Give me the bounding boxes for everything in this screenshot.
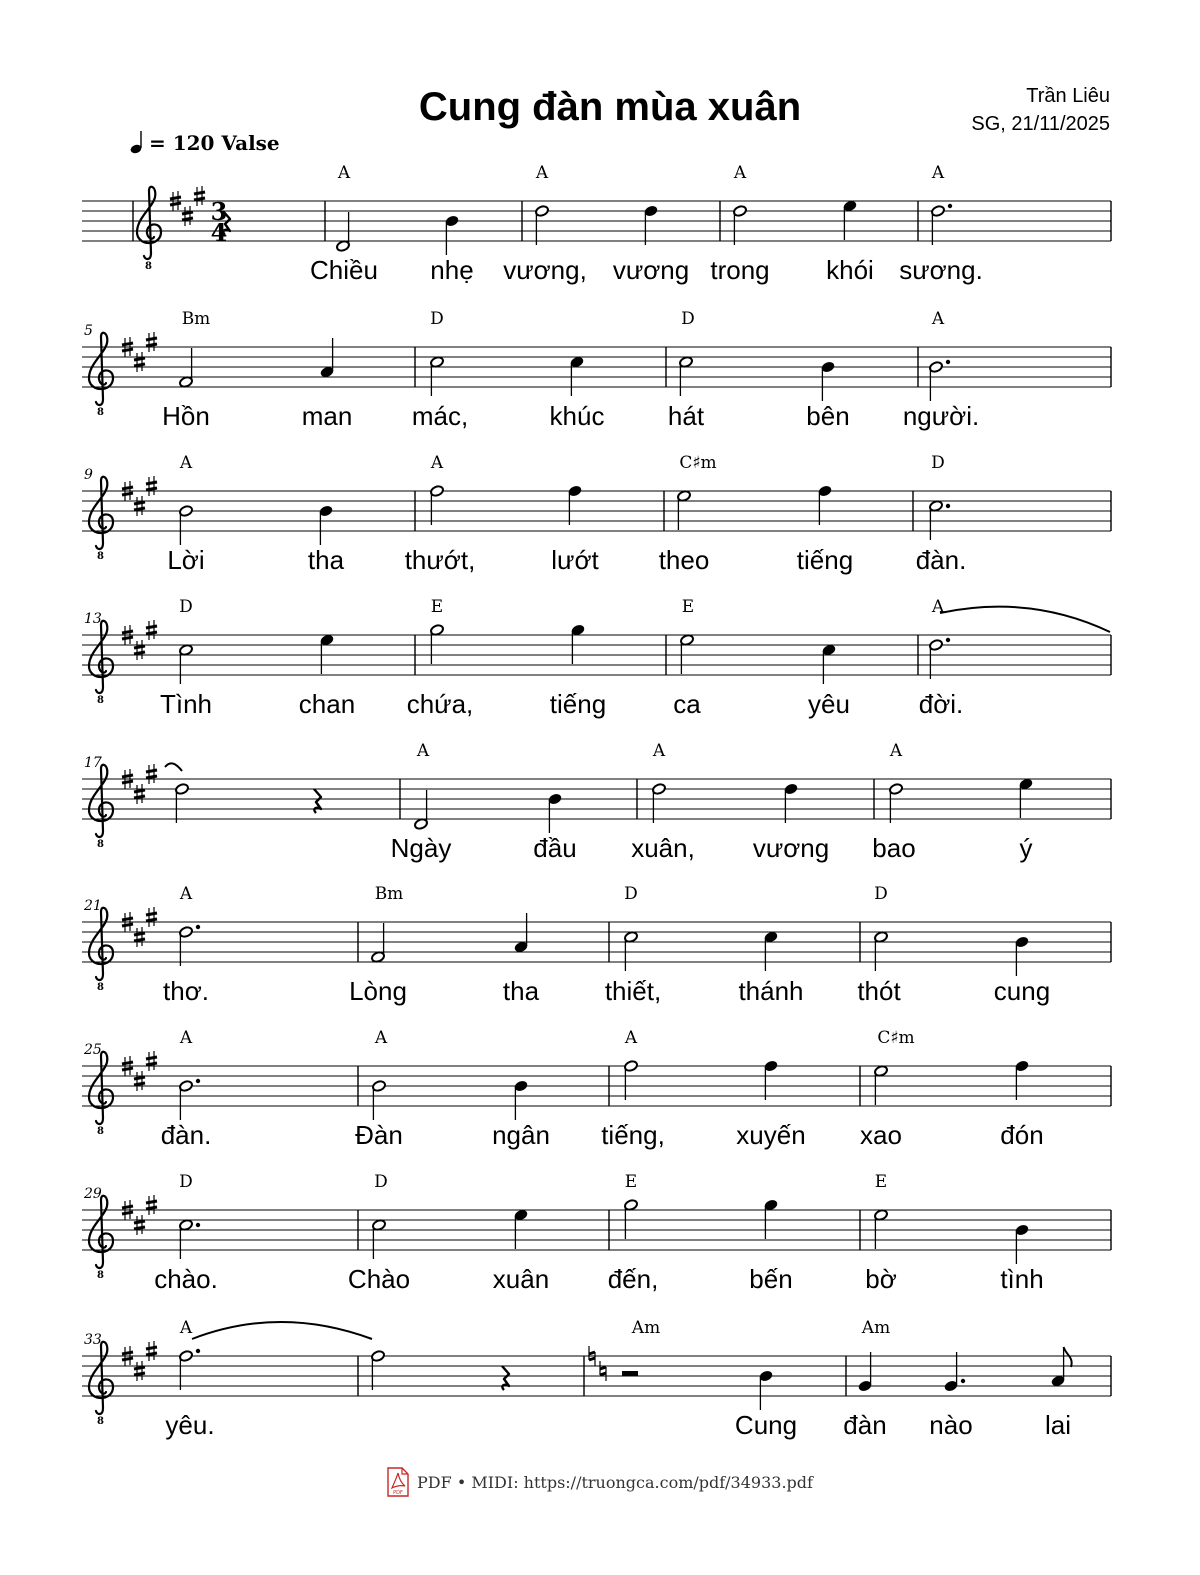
note (430, 356, 445, 396)
note (535, 205, 550, 245)
lyric-syllable: sương. (899, 255, 983, 285)
lyric-syllable: xuyến (736, 1120, 806, 1150)
music-systems (82, 163, 1111, 1440)
lyric-syllable: đầu (533, 833, 577, 863)
note (759, 1370, 774, 1410)
sharp-icon (146, 764, 157, 784)
note (764, 931, 779, 971)
chord-symbol: D (681, 309, 695, 329)
octave-eight-mark: 8 (97, 1126, 104, 1137)
chord-symbol: Am (631, 1318, 661, 1338)
footer (0, 1465, 1200, 1499)
note (1051, 1347, 1072, 1387)
chord-symbol: A (535, 163, 549, 183)
lyric-syllable: tiếng (549, 689, 607, 719)
chord-symbol: A (733, 163, 747, 183)
note (372, 1080, 387, 1120)
lyric-syllable: lai (1044, 1410, 1072, 1440)
note (179, 644, 194, 684)
lyric-syllable: khúc (549, 401, 605, 431)
treble-clef-icon (89, 621, 113, 693)
note (568, 485, 583, 525)
lyric-syllable: đời. (918, 689, 964, 719)
note (1019, 778, 1034, 818)
lyric-syllable: bao (872, 833, 916, 863)
lyric-syllable: vương (752, 833, 830, 863)
tempo-text: = 120 Valse (149, 131, 280, 155)
lyric-syllable: nào (929, 1410, 973, 1440)
note (784, 783, 799, 823)
staff-system (82, 453, 1111, 575)
sharp-icon (134, 496, 145, 516)
note (371, 923, 386, 963)
octave-eight-mark: 8 (97, 695, 104, 706)
note (514, 913, 529, 953)
lyric-syllable: Tình (159, 689, 213, 719)
lyric-syllable: thiết, (604, 976, 662, 1006)
note (764, 1199, 779, 1239)
chord-symbol: D (430, 309, 444, 329)
chord-symbol: A (931, 163, 945, 183)
note (677, 490, 692, 530)
lyric-syllable: vương (612, 255, 690, 285)
chord-symbol: Bm (181, 309, 211, 329)
note (821, 361, 836, 401)
chord-symbol: D (179, 597, 193, 617)
note (320, 338, 335, 378)
sharp-icon (134, 784, 145, 804)
staff-system (82, 163, 1111, 285)
lyric-syllable: cung (993, 976, 1051, 1006)
staff-system (82, 597, 1111, 719)
note (445, 215, 460, 255)
lyric-syllable: khói (826, 255, 874, 285)
note (179, 1219, 201, 1259)
chord-symbol: D (374, 1172, 388, 1192)
measure-number: 29 (84, 1186, 102, 1202)
chord-symbol: A (652, 741, 666, 761)
lyric-syllable: Cung (734, 1410, 798, 1440)
note (680, 634, 695, 674)
treble-clef-icon (89, 333, 113, 405)
octave-eight-mark: 8 (97, 982, 104, 993)
note (931, 204, 953, 245)
note (179, 1349, 201, 1390)
staff-system (82, 1028, 1111, 1150)
lyric-syllable: lướt (551, 545, 599, 575)
note (818, 485, 833, 525)
lyric-syllable: tha (502, 976, 540, 1006)
tie-arc (192, 1322, 372, 1339)
note (336, 212, 351, 252)
lyric-syllable: nhẹ (430, 255, 474, 285)
staff-system (82, 1172, 1111, 1294)
treble-clef-icon (89, 908, 113, 980)
time-signature (211, 197, 228, 247)
octave-eight-mark: 8 (145, 261, 152, 272)
chord-symbol: Bm (374, 884, 404, 904)
note (179, 925, 201, 966)
treble-clef-icon (89, 1342, 113, 1414)
measure-number: 33 (84, 1332, 102, 1348)
treble-clef-icon (89, 1052, 113, 1124)
pdf-icon[interactable] (387, 1467, 409, 1497)
lyric-syllable: xuân (492, 1264, 550, 1294)
lyric-syllable: đàn. (160, 1120, 212, 1150)
treble-clef-icon (137, 187, 161, 259)
note (733, 205, 748, 245)
chord-symbol: Am (861, 1318, 891, 1338)
staff-system (82, 1318, 1111, 1440)
note (822, 644, 837, 684)
composer-name: Trần Liêu (1026, 85, 1110, 107)
lyric-syllable: đón (1000, 1120, 1044, 1150)
octave-eight-mark: 8 (97, 551, 104, 562)
lyric-syllable: yêu (808, 689, 850, 719)
sharp-icon (146, 620, 157, 640)
time-signature-top: 3 (210, 197, 228, 226)
lyric-syllable: thánh (738, 976, 804, 1006)
note (624, 1199, 639, 1239)
lyric-syllable: thơ. (163, 976, 209, 1006)
svg-text:PDF: PDF (393, 1490, 403, 1496)
note (874, 931, 889, 971)
tie-arc (940, 607, 1110, 632)
lyric-syllable: chào. (154, 1264, 218, 1294)
lyric-syllable: Ngày (390, 833, 452, 863)
note (571, 624, 586, 664)
lyric-syllable: mác, (411, 401, 469, 431)
lyric-syllable: đến, (607, 1264, 659, 1294)
note (1015, 936, 1030, 976)
lyric-syllable: Lời (167, 545, 205, 575)
measure-number: 21 (84, 898, 102, 914)
sharp-icon (134, 640, 145, 660)
sharp-icon (146, 1341, 157, 1361)
note (570, 356, 585, 396)
lyric-syllable: Lòng (349, 976, 407, 1006)
note (179, 1079, 201, 1120)
chord-symbol: A (179, 1028, 193, 1048)
chord-symbol: E (430, 597, 444, 617)
note (175, 783, 190, 823)
lyric-syllable: tiếng, (601, 1120, 665, 1150)
chord-symbol: A (179, 453, 193, 473)
sharp-icon (134, 1215, 145, 1235)
lyric-syllable: theo (658, 545, 710, 575)
chord-symbol: E (681, 597, 695, 617)
chord-symbol: C♯m (679, 453, 717, 473)
note (624, 931, 639, 971)
note (929, 360, 951, 401)
sharp-icon (146, 1195, 157, 1215)
chord-symbol: E (624, 1172, 638, 1192)
staff-system (82, 741, 1111, 863)
chord-symbol: A (624, 1028, 638, 1048)
note (679, 356, 694, 396)
note (371, 1350, 386, 1390)
lyric-syllable: người. (902, 401, 980, 431)
note (548, 793, 563, 833)
note (929, 638, 951, 679)
chord-symbol: D (624, 884, 638, 904)
lyric-syllable: tình (1000, 1264, 1044, 1294)
footer-link-text[interactable]: PDF • MIDI: https://truongca.com/pdf/34933.pdf (417, 1472, 813, 1492)
lyric-syllable: chứa, (406, 689, 474, 719)
lyric-syllable: vương, (503, 255, 587, 285)
note (514, 1080, 529, 1120)
chord-symbol: C♯m (877, 1028, 915, 1048)
composition-place-date: SG, 21/11/2025 (971, 113, 1110, 135)
note (514, 1209, 529, 1249)
rest (618, 1371, 642, 1376)
octave-eight-mark: 8 (97, 839, 104, 850)
note (319, 505, 334, 545)
chord-symbol: A (430, 453, 444, 473)
tempo-marking (129, 131, 279, 155)
lyric-syllable: đàn. (915, 545, 967, 575)
lyric-syllable: bến (749, 1264, 793, 1294)
note (414, 790, 429, 830)
chord-symbol: A (931, 597, 945, 617)
staff-system (82, 309, 1111, 431)
natural-icon (600, 1361, 606, 1381)
lyric-syllable: bên (806, 401, 850, 431)
treble-clef-icon (89, 477, 113, 549)
chord-symbol: E (874, 1172, 888, 1192)
lyric-syllable: tha (307, 545, 345, 575)
note (652, 783, 667, 823)
sharp-icon (134, 927, 145, 947)
note (430, 624, 445, 664)
chord-symbol: A (179, 884, 193, 904)
chord-symbol: A (337, 163, 351, 183)
chord-symbol: A (931, 309, 945, 329)
chord-symbol: A (374, 1028, 388, 1048)
note (430, 485, 445, 525)
note (624, 1060, 639, 1100)
note (644, 205, 659, 245)
measure-number: 9 (84, 467, 93, 483)
octave-eight-mark: 8 (97, 407, 104, 418)
lyric-syllable: ca (673, 689, 701, 719)
sharp-icon (146, 1051, 157, 1071)
octave-eight-mark: 8 (97, 1270, 104, 1281)
note (320, 634, 335, 674)
note (179, 505, 194, 545)
lyric-syllable: man (301, 401, 353, 431)
sharp-icon (182, 206, 193, 226)
note (858, 1352, 873, 1392)
lyric-syllable: hát (667, 401, 705, 431)
lyric-syllable: trong (710, 255, 770, 285)
sharp-icon (146, 476, 157, 496)
lyric-syllable: Chào (347, 1264, 411, 1294)
song-title: Cung đàn mùa xuân (418, 85, 802, 129)
lyric-syllable: thướt, (404, 545, 476, 575)
tie-arc (165, 763, 182, 771)
lyric-syllable: chan (298, 689, 356, 719)
note (874, 1209, 889, 1249)
chord-symbol: D (179, 1172, 193, 1192)
measure-number: 13 (84, 611, 102, 627)
lyric-syllable: đàn (843, 1410, 887, 1440)
note (179, 348, 194, 388)
note (372, 1219, 387, 1259)
sharp-icon (134, 1361, 145, 1381)
chord-symbol: D (874, 884, 888, 904)
lyric-syllable: Chiều (310, 255, 378, 285)
treble-clef-icon (89, 1196, 113, 1268)
chord-symbol: A (889, 741, 903, 761)
note (929, 500, 951, 540)
lyric-syllable: tiếng (796, 545, 854, 575)
lyric-syllable: xao (860, 1120, 902, 1150)
note (874, 1065, 889, 1105)
lyric-syllable: yêu. (165, 1410, 215, 1440)
chord-symbol: A (179, 1318, 193, 1338)
sharp-icon (194, 186, 205, 206)
octave-eight-mark: 8 (97, 1416, 104, 1427)
sharp-icon (146, 332, 157, 352)
lyric-syllable: ý (1019, 833, 1033, 863)
chord-symbol: A (416, 741, 430, 761)
chord-symbol: D (931, 453, 945, 473)
note (843, 200, 858, 240)
sharp-icon (134, 352, 145, 372)
sharp-icon (146, 907, 157, 927)
measure-number: 17 (84, 755, 102, 771)
lyric-syllable: Hồn (162, 401, 210, 431)
lyric-syllable: Đàn (355, 1120, 403, 1150)
note (889, 783, 904, 823)
note (1015, 1224, 1030, 1264)
staff-system (82, 884, 1111, 1006)
sharp-icon (134, 1071, 145, 1091)
lyric-syllable: xuân, (631, 833, 695, 863)
measure-number: 25 (84, 1042, 102, 1058)
treble-clef-icon (89, 765, 113, 837)
lyric-syllable: thót (857, 976, 901, 1006)
time-signature-bottom: 4 (210, 218, 228, 247)
measure-number: 5 (84, 323, 93, 339)
note (764, 1060, 779, 1100)
lyric-syllable: bờ (865, 1264, 897, 1294)
lyric-syllable: ngân (492, 1120, 550, 1150)
note (1015, 1060, 1030, 1100)
